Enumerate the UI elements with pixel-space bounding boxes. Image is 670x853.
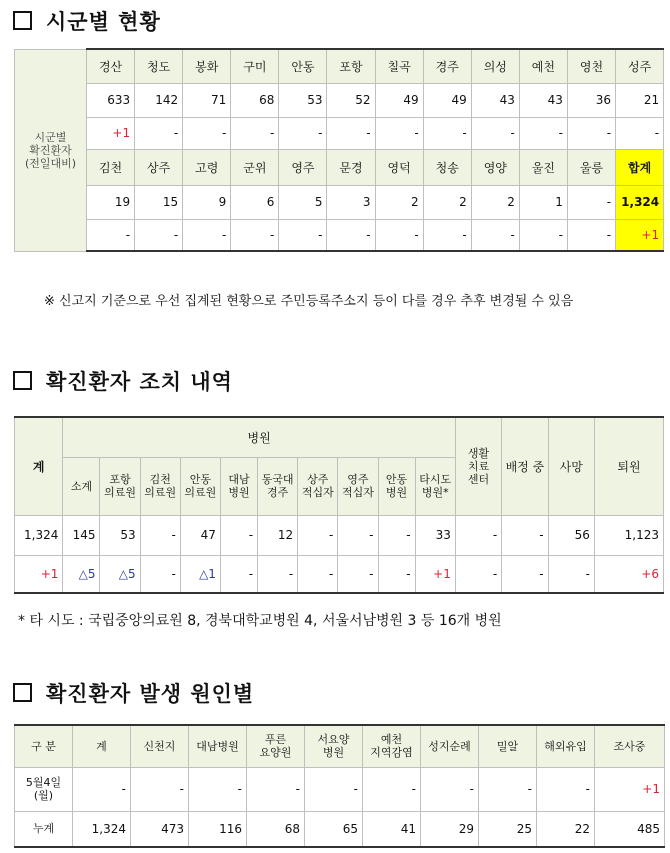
table-cell: +1 (415, 555, 455, 593)
table-cell: - (421, 767, 479, 811)
cell-region-name: 구미 (231, 49, 279, 83)
cell-diff: - (423, 219, 471, 251)
cell-diff: - (616, 117, 664, 149)
checkbox-square-icon (13, 371, 32, 390)
cell-diff: - (327, 117, 375, 149)
table-cell: - (548, 555, 594, 593)
row-label: 누계 (15, 811, 73, 847)
cell-diff: - (135, 117, 183, 149)
table-cell: △1 (180, 555, 220, 593)
subheader-hospital: 안동 병원 (378, 457, 415, 515)
cell-diff: - (135, 219, 183, 251)
table-cell: 53 (100, 515, 140, 555)
cell-region-name: 포항 (327, 49, 375, 83)
table-row (15, 49, 664, 83)
table-cell: 29 (421, 811, 479, 847)
table-cell: - (140, 555, 180, 593)
subheader-hospital: 상주 적십자 (298, 457, 338, 515)
table-cell: 145 (63, 515, 100, 555)
table-cell: 47 (180, 515, 220, 555)
header-assigning: 배정 중 (502, 417, 548, 515)
table-cell: 68 (247, 811, 305, 847)
header-cause: 성지순례 (421, 725, 479, 767)
cell-count: 2 (423, 185, 471, 219)
header-cause: 밀알 (479, 725, 537, 767)
cell-diff: - (183, 219, 231, 251)
cell-count: 142 (135, 83, 183, 117)
cell-diff: - (471, 117, 519, 149)
section-title-cause: 확진환자 발생 원인별 (13, 678, 254, 708)
cell-diff: +1 (616, 219, 664, 251)
header-cause: 대남병원 (189, 725, 247, 767)
cell-region-name: 영덕 (375, 149, 423, 185)
checkbox-square-icon (13, 683, 32, 702)
cell-count: 3 (327, 185, 375, 219)
header-hospital: 병원 (63, 417, 455, 457)
table-row (15, 219, 664, 251)
cell-count: 633 (87, 83, 135, 117)
table-cell: - (220, 555, 257, 593)
cell-diff: - (183, 117, 231, 149)
header-cause: 신천지 (131, 725, 189, 767)
table-row (15, 83, 664, 117)
table-row (15, 515, 664, 555)
cell-region-name: 영천 (567, 49, 615, 83)
table-cell: +6 (594, 555, 663, 593)
table-cell: 485 (595, 811, 665, 847)
table-header-row (15, 725, 665, 767)
table-cell: - (298, 515, 338, 555)
cell-count: 1,324 (616, 185, 664, 219)
table-row (15, 185, 664, 219)
cell-count: 36 (567, 83, 615, 117)
cause-table (14, 724, 665, 848)
cell-count: 52 (327, 83, 375, 117)
subheader-hospital: 타시도 병원* (415, 457, 455, 515)
table-cell: △5 (100, 555, 140, 593)
table-row (15, 767, 665, 811)
cell-diff: - (567, 117, 615, 149)
table-cell: - (378, 515, 415, 555)
cell-diff: - (231, 117, 279, 149)
table-cell: +1 (15, 555, 63, 593)
cell-count: 15 (135, 185, 183, 219)
table-cell: - (378, 555, 415, 593)
table-cell: - (298, 555, 338, 593)
header-cause: 해외유입 (537, 725, 595, 767)
cell-count: 2 (375, 185, 423, 219)
cell-diff: - (471, 219, 519, 251)
cell-diff: - (423, 117, 471, 149)
header-cause: 계 (73, 725, 131, 767)
cell-count: 49 (375, 83, 423, 117)
table-row (15, 555, 664, 593)
treatment-note: * 타 시도 : 국립중앙의료원 8, 경북대학교병원 4, 서울서남병원 3 등 16개 병원 (18, 613, 502, 629)
checkbox-square-icon (13, 11, 32, 30)
table-row (15, 811, 665, 847)
table-cell: - (220, 515, 257, 555)
cell-diff: - (87, 219, 135, 251)
header-discharge: 퇴원 (594, 417, 663, 515)
table-cell: - (305, 767, 363, 811)
table-cell: 1,324 (73, 811, 131, 847)
cell-region-name: 영양 (471, 149, 519, 185)
cell-region-name: 김천 (87, 149, 135, 185)
table-row (15, 149, 664, 185)
table-cell: - (502, 555, 548, 593)
cell-diff: +1 (87, 117, 135, 149)
table-cell: - (338, 555, 378, 593)
cell-region-name: 봉화 (183, 49, 231, 83)
cell-region-name: 예천 (519, 49, 567, 83)
table-cell: - (479, 767, 537, 811)
cell-count: 53 (279, 83, 327, 117)
table-header-row (15, 417, 664, 457)
cell-count: 1 (519, 185, 567, 219)
header-cause: 서요양 병원 (305, 725, 363, 767)
table-cell: - (363, 767, 421, 811)
table-cell: - (455, 515, 501, 555)
subheader-hospital: 안동 의료원 (180, 457, 220, 515)
cell-region-name: 성주 (616, 49, 664, 83)
cell-region-name: 안동 (279, 49, 327, 83)
subheader-hospital: 소계 (63, 457, 100, 515)
header-cause: 구 분 (15, 725, 73, 767)
table-cell: 65 (305, 811, 363, 847)
cell-region-name: 문경 (327, 149, 375, 185)
table-cell: 116 (189, 811, 247, 847)
table-cell: - (131, 767, 189, 811)
cell-region-name: 칠곡 (375, 49, 423, 83)
cell-diff: - (231, 219, 279, 251)
table-cell: - (502, 515, 548, 555)
cell-count: 2 (471, 185, 519, 219)
table-cell: - (455, 555, 501, 593)
header-cause: 푸른 요양원 (247, 725, 305, 767)
subheader-hospital: 김천 의료원 (140, 457, 180, 515)
table-cell: 1,123 (594, 515, 663, 555)
row-label: 5월4일 (월) (15, 767, 73, 811)
cell-diff: - (375, 219, 423, 251)
cell-diff: - (375, 117, 423, 149)
cell-count: 19 (87, 185, 135, 219)
cell-count: 43 (519, 83, 567, 117)
cell-count: 9 (183, 185, 231, 219)
table-cell: 33 (415, 515, 455, 555)
regional-note: ※ 신고지 기준으로 우선 집계된 현황으로 주민등록주소지 등이 다를 경우 추후 변경될 수 있음 (44, 294, 574, 309)
table-cell: - (140, 515, 180, 555)
cell-diff: - (327, 219, 375, 251)
table-cell: - (258, 555, 298, 593)
cell-count: 43 (471, 83, 519, 117)
cell-count: 6 (231, 185, 279, 219)
cell-region-name: 군위 (231, 149, 279, 185)
cell-region-name: 의성 (471, 49, 519, 83)
cell-diff: - (519, 219, 567, 251)
table-cell: △5 (63, 555, 100, 593)
section-title-regional: 시군별 현황 (13, 6, 161, 36)
subheader-hospital: 동국대 경주 (258, 457, 298, 515)
header-cause: 조사중 (595, 725, 665, 767)
cell-count: 68 (231, 83, 279, 117)
row-label-regional: 시군별 확진환자 (전일대비) (15, 49, 87, 251)
cell-region-name: 울릉 (567, 149, 615, 185)
table-cell: - (189, 767, 247, 811)
table-cell: +1 (595, 767, 665, 811)
header-center: 생활 치료 센터 (455, 417, 501, 515)
table-cell: 12 (258, 515, 298, 555)
cell-region-name: 상주 (135, 149, 183, 185)
cell-region-name: 청송 (423, 149, 471, 185)
header-total: 계 (15, 417, 63, 515)
table-cell: 56 (548, 515, 594, 555)
cell-count: 21 (616, 83, 664, 117)
table-cell: - (247, 767, 305, 811)
cell-region-name: 경주 (423, 49, 471, 83)
cell-count: 49 (423, 83, 471, 117)
cell-region-name: 경산 (87, 49, 135, 83)
table-row (15, 117, 664, 149)
subheader-hospital: 대남 병원 (220, 457, 257, 515)
cell-diff: - (519, 117, 567, 149)
table-cell: - (338, 515, 378, 555)
cell-region-name: 영주 (279, 149, 327, 185)
subheader-hospital: 포항 의료원 (100, 457, 140, 515)
table-cell: 25 (479, 811, 537, 847)
cell-region-name: 합계 (616, 149, 664, 185)
cell-region-name: 울진 (519, 149, 567, 185)
table-cell: 22 (537, 811, 595, 847)
treatment-table (14, 416, 664, 594)
cell-region-name: 청도 (135, 49, 183, 83)
section-title-treatment: 확진환자 조치 내역 (13, 366, 233, 396)
table-cell: - (73, 767, 131, 811)
cell-diff: - (279, 117, 327, 149)
table-cell: 1,324 (15, 515, 63, 555)
header-cause: 예천 지역감염 (363, 725, 421, 767)
cell-count: 71 (183, 83, 231, 117)
table-cell: 41 (363, 811, 421, 847)
regional-table (14, 48, 664, 252)
cell-count: 5 (279, 185, 327, 219)
cell-diff: - (567, 219, 615, 251)
cell-count: - (567, 185, 615, 219)
table-cell: - (537, 767, 595, 811)
cell-diff: - (279, 219, 327, 251)
subheader-hospital: 영주 적십자 (338, 457, 378, 515)
header-death: 사망 (548, 417, 594, 515)
cell-region-name: 고령 (183, 149, 231, 185)
table-cell: 473 (131, 811, 189, 847)
